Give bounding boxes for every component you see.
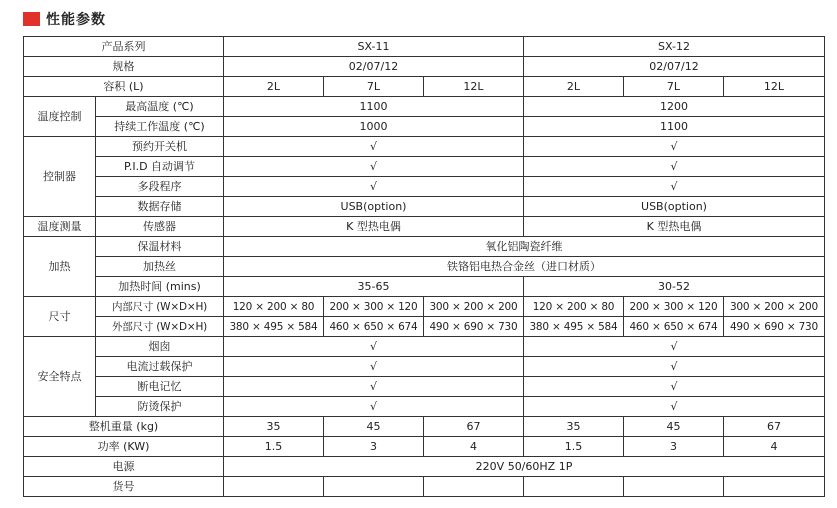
heading-marker-icon bbox=[23, 12, 40, 26]
check-mark: √ bbox=[524, 337, 825, 357]
group-label: 加热 bbox=[24, 237, 96, 297]
row-label: 电流过载保护 bbox=[96, 357, 224, 377]
cell-value: 3 bbox=[624, 437, 724, 457]
table-row bbox=[24, 117, 825, 137]
table-row bbox=[24, 417, 825, 437]
model-name: SX-11 bbox=[224, 37, 524, 57]
spec-table bbox=[23, 36, 825, 497]
row-label: 规格 bbox=[24, 57, 224, 77]
cell-value: 1000 bbox=[224, 117, 524, 137]
table-row bbox=[24, 277, 825, 297]
table-row bbox=[24, 37, 825, 57]
model-name: SX-12 bbox=[524, 37, 825, 57]
cell-value: 4 bbox=[724, 437, 825, 457]
cell-value: 67 bbox=[724, 417, 825, 437]
cell-value: 460 × 650 × 674 bbox=[624, 317, 724, 337]
group-label: 控制器 bbox=[24, 137, 96, 217]
cell-value: 220V 50/60HZ 1P bbox=[224, 457, 825, 477]
cell-value: 氧化铝陶瓷纤维 bbox=[224, 237, 825, 257]
table-row bbox=[24, 477, 825, 497]
cell-value: 1100 bbox=[224, 97, 524, 117]
cell-value: 490 × 690 × 730 bbox=[724, 317, 825, 337]
row-label: 货号 bbox=[24, 477, 224, 497]
cell-value: 12L bbox=[724, 77, 825, 97]
row-label: 功率 (KW) bbox=[24, 437, 224, 457]
cell-value: 1.5 bbox=[224, 437, 324, 457]
group-label: 温度控制 bbox=[24, 97, 96, 137]
cell-value: 460 × 650 × 674 bbox=[324, 317, 424, 337]
table-row bbox=[24, 337, 825, 357]
row-label: 整机重量 (kg) bbox=[24, 417, 224, 437]
group-label: 温度测量 bbox=[24, 217, 96, 237]
row-label: 电源 bbox=[24, 457, 224, 477]
cell-value: 45 bbox=[324, 417, 424, 437]
table-row bbox=[24, 257, 825, 277]
check-mark: √ bbox=[224, 137, 524, 157]
row-label: 预约开关机 bbox=[96, 137, 224, 157]
check-mark: √ bbox=[224, 377, 524, 397]
row-label: 防烫保护 bbox=[96, 397, 224, 417]
group-label: 安全特点 bbox=[24, 337, 96, 417]
row-label: 保温材料 bbox=[96, 237, 224, 257]
cell-value: 200 × 300 × 120 bbox=[324, 297, 424, 317]
check-mark: √ bbox=[524, 137, 825, 157]
section-title: 性能参数 bbox=[46, 12, 106, 28]
row-label: 容积 (L) bbox=[24, 77, 224, 97]
check-mark: √ bbox=[224, 397, 524, 417]
cell-value: 120 × 200 × 80 bbox=[524, 297, 624, 317]
cell-value: 7L bbox=[324, 77, 424, 97]
empty-cell bbox=[724, 477, 825, 497]
table-row bbox=[24, 397, 825, 417]
check-mark: √ bbox=[524, 397, 825, 417]
cell-value: 2L bbox=[524, 77, 624, 97]
row-label: 数据存储 bbox=[96, 197, 224, 217]
table-row bbox=[24, 137, 825, 157]
row-label: P.I.D 自动调节 bbox=[96, 157, 224, 177]
cell-value: 7L bbox=[624, 77, 724, 97]
row-label: 断电记忆 bbox=[96, 377, 224, 397]
section-heading bbox=[23, 9, 106, 29]
check-mark: √ bbox=[524, 177, 825, 197]
cell-value: 300 × 200 × 200 bbox=[724, 297, 825, 317]
cell-value: 02/07/12 bbox=[524, 57, 825, 77]
table-row bbox=[24, 157, 825, 177]
table-row bbox=[24, 217, 825, 237]
cell-value: 3 bbox=[324, 437, 424, 457]
cell-value: 380 × 495 × 584 bbox=[224, 317, 324, 337]
cell-value: 4 bbox=[424, 437, 524, 457]
check-mark: √ bbox=[524, 357, 825, 377]
table-row bbox=[24, 437, 825, 457]
check-mark: √ bbox=[524, 377, 825, 397]
cell-value: 2L bbox=[224, 77, 324, 97]
table-row bbox=[24, 97, 825, 117]
cell-value: 35 bbox=[524, 417, 624, 437]
cell-value: 30-52 bbox=[524, 277, 825, 297]
row-label: 烟囱 bbox=[96, 337, 224, 357]
cell-value: 35-65 bbox=[224, 277, 524, 297]
cell-value: 67 bbox=[424, 417, 524, 437]
row-label: 加热丝 bbox=[96, 257, 224, 277]
cell-value: 490 × 690 × 730 bbox=[424, 317, 524, 337]
cell-value: 300 × 200 × 200 bbox=[424, 297, 524, 317]
cell-value: K 型热电偶 bbox=[524, 217, 825, 237]
cell-value: 铁铬铝电热合金丝（进口材质） bbox=[224, 257, 825, 277]
table-row bbox=[24, 177, 825, 197]
table-row bbox=[24, 297, 825, 317]
check-mark: √ bbox=[224, 157, 524, 177]
row-label: 加热时间 (mins) bbox=[96, 277, 224, 297]
check-mark: √ bbox=[224, 357, 524, 377]
table-row bbox=[24, 317, 825, 337]
check-mark: √ bbox=[224, 337, 524, 357]
cell-value: K 型热电偶 bbox=[224, 217, 524, 237]
empty-cell bbox=[524, 477, 624, 497]
cell-value: 1.5 bbox=[524, 437, 624, 457]
empty-cell bbox=[224, 477, 324, 497]
cell-value: 380 × 495 × 584 bbox=[524, 317, 624, 337]
cell-value: 1100 bbox=[524, 117, 825, 137]
row-label: 多段程序 bbox=[96, 177, 224, 197]
table-row bbox=[24, 77, 825, 97]
cell-value: 1200 bbox=[524, 97, 825, 117]
cell-value: 02/07/12 bbox=[224, 57, 524, 77]
empty-cell bbox=[324, 477, 424, 497]
table-row bbox=[24, 357, 825, 377]
table-row bbox=[24, 237, 825, 257]
table-row bbox=[24, 457, 825, 477]
row-label: 持续工作温度 (℃) bbox=[96, 117, 224, 137]
cell-value: USB(option) bbox=[224, 197, 524, 217]
table-row bbox=[24, 57, 825, 77]
row-label: 外部尺寸 (W×D×H) bbox=[96, 317, 224, 337]
row-label: 传感器 bbox=[96, 217, 224, 237]
cell-value: 200 × 300 × 120 bbox=[624, 297, 724, 317]
row-label: 产品系列 bbox=[24, 37, 224, 57]
table-row bbox=[24, 377, 825, 397]
cell-value: 35 bbox=[224, 417, 324, 437]
row-label: 最高温度 (℃) bbox=[96, 97, 224, 117]
empty-cell bbox=[424, 477, 524, 497]
cell-value: 12L bbox=[424, 77, 524, 97]
cell-value: 120 × 200 × 80 bbox=[224, 297, 324, 317]
check-mark: √ bbox=[524, 157, 825, 177]
check-mark: √ bbox=[224, 177, 524, 197]
cell-value: 45 bbox=[624, 417, 724, 437]
cell-value: USB(option) bbox=[524, 197, 825, 217]
empty-cell bbox=[624, 477, 724, 497]
row-label: 内部尺寸 (W×D×H) bbox=[96, 297, 224, 317]
group-label: 尺寸 bbox=[24, 297, 96, 337]
table-row bbox=[24, 197, 825, 217]
